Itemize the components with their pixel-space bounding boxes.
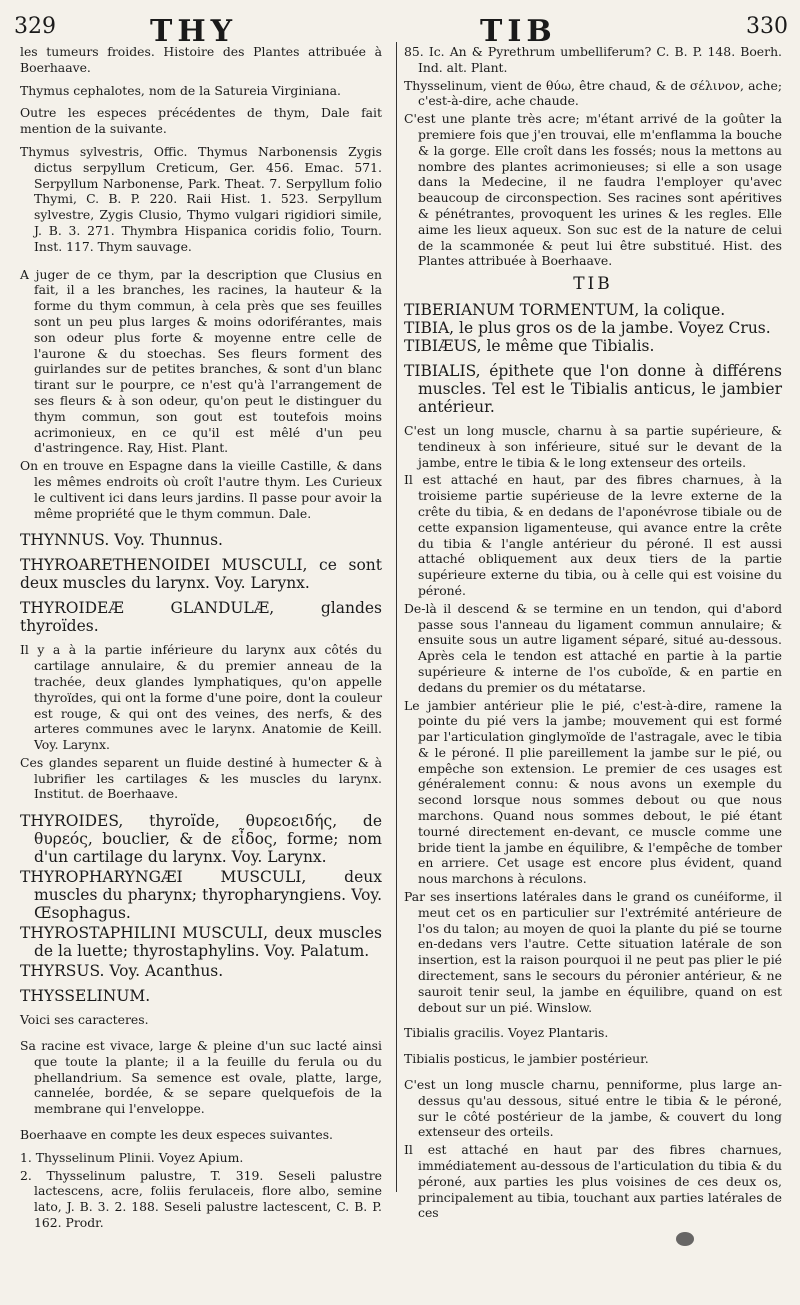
entry-headword: THYROSTAPHILINI MUSCULI, deux muscles de la luette; thyrostaphylins. Voy. Palatum.: [20, 924, 382, 961]
column-rule: [396, 42, 397, 1192]
entry-headword: THYROIDES, thyroïde, θυρεοειδής, de θυρεός, bouclier, & de εἶδος, forme; nom d'un cartilage du larynx. Voy. Larynx.: [20, 812, 382, 867]
entry-text: Ces glandes separent un fluide destiné à humecter & à lubrifier les cartilages & les muscles du larynx. Institut. de Boerhaave.: [20, 754, 382, 802]
section-heading: TIB: [573, 274, 613, 295]
entry-text: Boerhaave en compte les deux especes suivantes.: [20, 1127, 333, 1143]
entry-text: les tumeurs froides. Histoire des Plantes attribuée à Boerhaave.: [20, 44, 382, 75]
page-number-left: 329: [14, 14, 56, 39]
entry-text: Voici ses caracteres.: [20, 1012, 149, 1028]
entry-text: Le jambier antérieur plie le pié, c'est-à-dire, ramene la pointe du pié vers la jambe; mouvement qui est formé par l'articulation ginglymoïde de l'astragale, avec le tibia & le péroné. Il plie pareillement la jambe sur le pié, ou empêche son extension. Le premier de ces usages est généralement connu: & nous avons un exemple du second lorsque nous sommes debout ou que nous marchons. Quand nous sommes debout, le pié étant tourné directement en-devant, ce muscle comme une bride tient la jambe en équilibre, & l'empêche de tomber en arriere. Cet usage est encore plus évident, quand nous marchons à réculons.: [404, 697, 782, 887]
entry-text: C'est un long muscle charnu, penniforme, plus large an-dessus qu'au dessous, situé entre le tibia & le péroné, sur le côté postérieur de la jambe, & couvert du long extenseur des orteils.: [404, 1077, 782, 1140]
entry-text: Il est attaché en haut, par des fibres charnues, à la troisieme partie supérieuse de la levre externe de la crête du tibia, & en dedans de l'aponévrose tibiale ou de cette expansion ligamenteuse, qui avance entre la crête du tibia & l'angle antérieur du péroné. Il est aussi attaché obliquement aux deux tiers de la partie supérieure externe du tibia, ou à celle qui est voisine du péroné.: [404, 472, 782, 598]
entry-headword: TIBIA, le plus gros os de la jambe. Voyez Crus.: [404, 318, 771, 337]
entry-text: Tibialis gracilis. Voyez Plantaris.: [404, 1025, 609, 1041]
entry-text: Tibialis posticus, le jambier postérieur.: [404, 1051, 649, 1067]
entry-text: On en trouve en Espagne dans la vieille Castille, & dans les mêmes endroits où croît l'autre thym. Les Curieux le cultivent ici dans leurs jardins. Il passe pour avoir la même propriété que le thym commun. Dale.: [20, 458, 382, 521]
entry-text: Il y a à la partie inférieure du larynx aux côtés du cartilage annulaire, & du premier anneau de la trachée, deux glandes lymphatiques, qu'on appelle thyroïdes, qui ont la forme d'une poire, dont la couleur est rouge, & qui ont des veines, des nerfs, & des arteres communes avec le larynx. Anatomie de Keill. Voy. Larynx.: [20, 642, 382, 753]
entry-headword: TIBERIANUM TORMENTUM, la colique.: [404, 300, 726, 319]
entry-text: De-là il descend & se termine en un tendon, qui d'abord passe sous l'anneau du ligament commun annulaire; & ensuite sous un autre ligament séparé, situé au-dessous. Après cela le tendon est attaché en partie à la partie supérieure & interne de l'os cuboïde, & en partie en dedans du premier os du métatarse.: [404, 600, 782, 695]
list-item: 2. Thysselinum palustre, T. 319. Seseli palustre lactescens, acre, foliis ferulaceis, flore albo, semine lato, J. B. 3. 2. 188. Seseli palustre lactescent, C. B. P. 162. Prodr.: [20, 1167, 382, 1231]
entry-headword: THYROARETHENOIDEI MUSCULI, ce sont deux muscles du larynx. Voy. Larynx.: [20, 556, 382, 593]
list-item: 1. Thysselinum Plinii. Voyez Apium.: [20, 1149, 244, 1165]
ink-blot: [676, 1232, 694, 1246]
entry-text: Il est attaché en haut par des fibres charnues, immédiatement au-dessous de l'articulation du tibia & du péroné, aux parties les plus voisines de ces deux os, principalement au tibia, touchant aux parties latérales de ces: [404, 1142, 782, 1221]
entry-headword: THYROPHARYNGÆI MUSCULI, deux muscles du pharynx; thyropharyngiens. Voy. Œsophagus.: [20, 868, 382, 923]
entry-text: Outre les especes précédentes de thym, Dale fait mention de la suivante.: [20, 105, 382, 137]
entry-text: Par ses insertions latérales dans le grand os cunéiforme, il meut cet os en particulier sur l'extrémité antérieure de l'os du talon; au moyen de quoi la plante du pié se tourne en-dedans vers l'autre. Cette situation latérale de son insertion, est la raison pourquoi il ne peut pas plier le pié directement, sans le secours du péronier antérieur, & ne sauroit tenir seul, la jambe en équilibre, quand on est debout sur un pié. Winslow.: [404, 889, 782, 1015]
left-column: [20, 44, 382, 1233]
entry-synonyms: Thymus sylvestris, Offic. Thymus Narbonensis Zygis dictus serpyllum Creticum, Ger. 456. Emac. 571. Serpyllum Narbonense, Park. Theat. 7. Serpyllum folio Thymi, C. B. P. 220. Raii Hist. 1. 523. Serpyllum sylvestre, Zygis Clusio, Thymo vulgari rigidiori simile, J. B. 3. 271. Thymbra Hispanica coridis folio, Tourn. Inst. 117. Thym sauvage.: [20, 143, 382, 254]
entry-headword: THYNNUS. Voy. Thunnus.: [20, 531, 223, 550]
entry-text: Thysselinum, vient de θύω, être chaud, & de σέλινον, ache; c'est-à-dire, ache chaude.: [404, 77, 782, 109]
entry-text: A juger de ce thym, par la description que Clusius en fait, il a les branches, les racines, la hauteur & la forme du thym commun, à cela près que ses feuilles sont un peu plus larges & moins odoriférantes, mais son odeur plus forte & moyenne entre celle de l'aurone & du stoechas. Ses fleurs forment des guirlandes sur de petites branches, & sont d'un blanc tirant sur le pourpre, ce n'est qu'à l'arrangement de ses fleurs & à son odeur, qu'on peut le distinguer du thym commun, son gout est toutefois moins acrimonieux, en ce qu'il est mêlé d'un peu d'astringence. Ray, Hist. Plant.: [20, 266, 382, 456]
entry-text: Thymus cephalotes, nom de la Satureia Virginiana.: [20, 82, 341, 98]
entry-headword: TIBIÆUS, le même que Tibialis.: [404, 336, 655, 355]
entry-headword: THYRSUS. Voy. Acanthus.: [20, 962, 224, 981]
entry-headword: THYROIDEÆ GLANDULÆ, glandes thyroïdes.: [20, 599, 382, 636]
running-head-right: TIB: [480, 14, 557, 49]
entry-headword: THYSSELINUM.: [20, 987, 151, 1006]
right-column: [404, 44, 782, 1223]
entry-headword: TIBIALIS, épithete que l'on donne à différens muscles. Tel est le Tibialis anticus, le jambier antérieur.: [404, 361, 782, 416]
entry-text: C'est un long muscle, charnu à sa partie supérieure, & tendineux à son inférieure, situé sur le devant de la jambe, entre le tibia & le long extenseur des orteils.: [404, 422, 782, 470]
running-head-left: THY: [150, 14, 238, 49]
entry-text: Sa racine est vivace, large & pleine d'un suc lacté ainsi que toute la plante; il a la feuille du ferula ou du phellandrium. Sa semence est ovale, platte, large, cannelée, bordée, & se separe quelquefois de la membrane qui l'enveloppe.: [20, 1038, 382, 1117]
entry-text: C'est une plante très acre; m'étant arrivé de la goûter la premiere fois que j'en trouvai, elle m'enflamma la bouche & la gorge. Elle croît dans les fossés; nous la mettons au nombre des plantes acrimonieuses; si elle a son usage dans la Medecine, il ne faudra l'employer qu'avec beaucoup de circonspection. Ses racines sont apéritives & pénétrantes, provoquent les urines & les regles. Elle aime les lieux aqueux. Son suc est de la nature de celui de la scammonée & peut lui être substitué. Hist. des Plantes attribuée à Boerhaave.: [404, 111, 782, 269]
entry-text: 85. Ic. An & Pyrethrum umbelliferum? C. B. P. 148. Boerh. Ind. alt. Plant.: [404, 44, 782, 75]
page-number-right: 330: [746, 14, 788, 39]
